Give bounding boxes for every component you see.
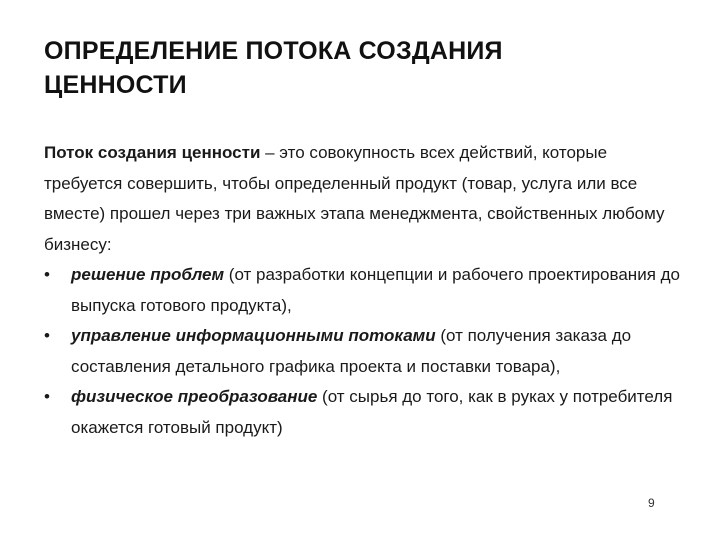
slide-title-line-2: ЦЕННОСТИ xyxy=(44,71,187,99)
stage-term: физическое преобразование xyxy=(71,387,318,406)
bullet-icon: • xyxy=(44,265,50,284)
stage-description: (от разработки концепции и рабочего проектирования до выпуска готового продукта), xyxy=(71,265,680,315)
stage-description: (от сырья до того, как в руках у потребителя окажется готовый продукт) xyxy=(71,387,673,437)
page-number: 9 xyxy=(648,496,655,510)
list-item xyxy=(44,260,684,321)
slide-title xyxy=(44,34,644,102)
definition-term: Поток создания ценности xyxy=(44,143,261,162)
definition-text: – это совокупность всех действий, которые требуется совершить, чтобы определенный продукт (товар, услуга или все вместе) прошел через три важных этапа менеджмента, свойственных любому бизнесу: xyxy=(44,143,665,254)
bullet-icon: • xyxy=(44,326,50,345)
list-item xyxy=(44,382,684,443)
stage-term: управление информационными потоками xyxy=(71,326,436,345)
definition-paragraph xyxy=(44,138,684,260)
slide-title-line-1: ОПРЕДЕЛЕНИЕ ПОТОКА СОЗДАНИЯ xyxy=(44,37,503,65)
stage-description: (от получения заказа до составления детального графика проекта и поставки товара), xyxy=(71,326,632,376)
list-item xyxy=(44,321,684,382)
stages-list xyxy=(44,260,684,443)
bullet-icon: • xyxy=(44,387,50,406)
stage-term: решение проблем xyxy=(71,265,225,284)
slide-body xyxy=(44,138,684,443)
